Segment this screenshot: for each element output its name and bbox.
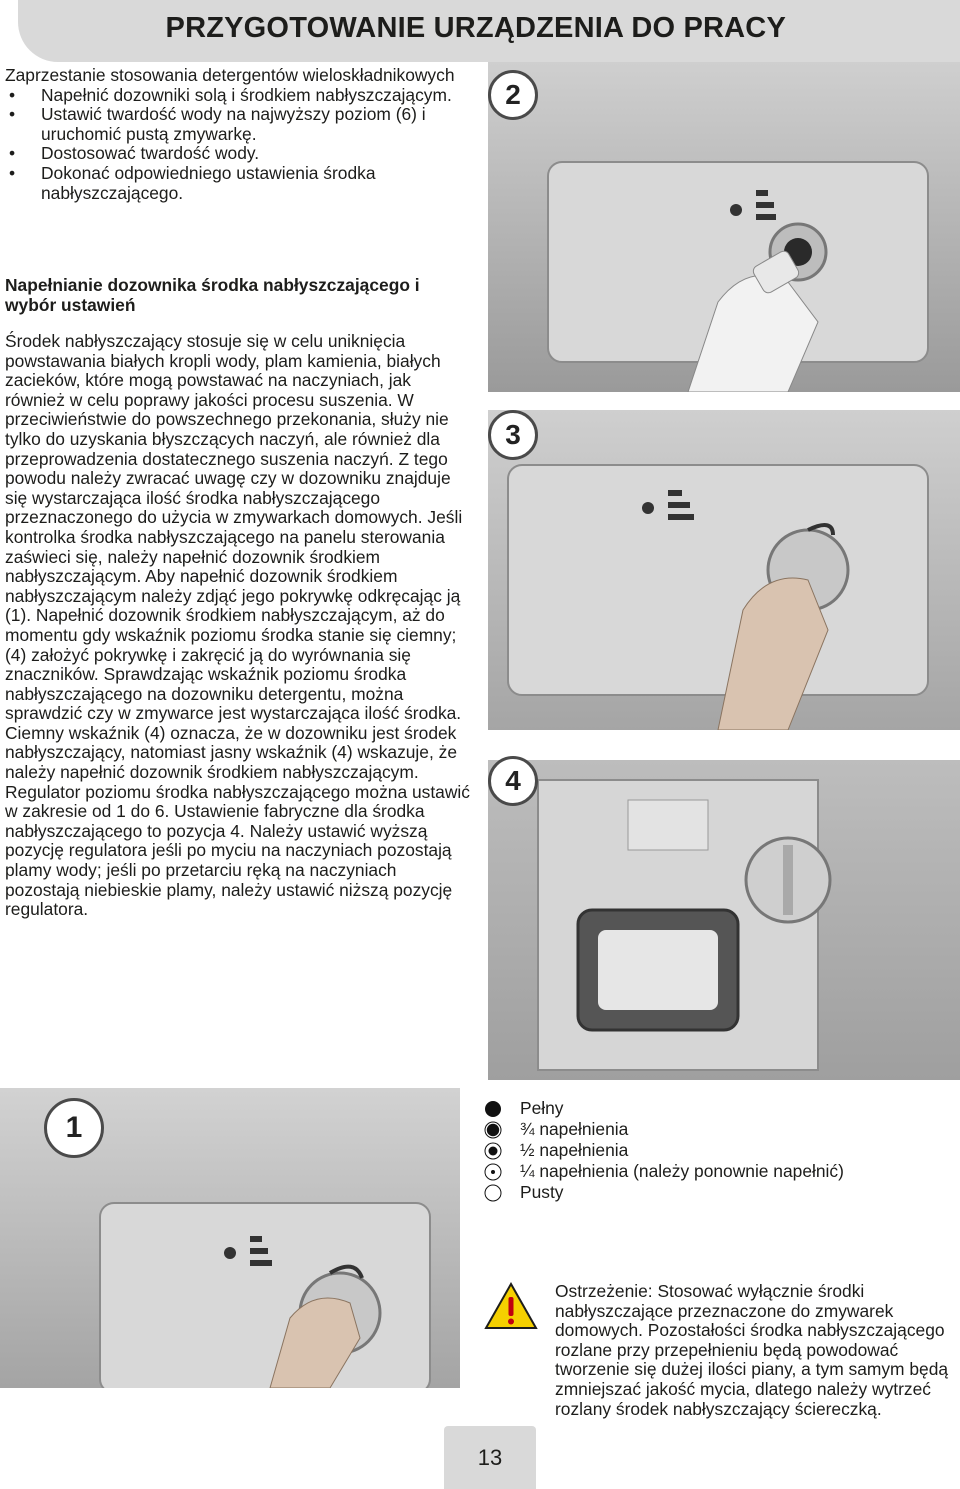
legend-row: ¾ napełnienia	[484, 1119, 844, 1140]
half-icon	[484, 1142, 502, 1160]
three-quarter-icon	[484, 1121, 502, 1139]
figure-3-number: 3	[488, 410, 538, 460]
legend-row: ¼ napełnienia (należy ponownie napełnić)	[484, 1161, 844, 1182]
section-heading: Napełnianie dozownika środka nabłyszczającego i wybór ustawień	[5, 275, 420, 315]
figure-3-photo	[488, 410, 960, 730]
legend-row: ½ napełnienia	[484, 1140, 844, 1161]
intro-bullet: • Napełnić dozowniki solą i środkiem nabłyszczającym.	[9, 84, 452, 105]
intro-bullet: • Dostosować twardość wody.	[9, 143, 260, 164]
legend-row: Pełny	[484, 1098, 844, 1119]
intro-bullet: • Dokonać odpowiedniego ustawienia środka nabłyszczającego.	[9, 162, 376, 203]
warning-icon	[484, 1282, 538, 1330]
figure-1-number: 1	[44, 1098, 104, 1158]
intro-block	[5, 66, 475, 203]
figure-2-number: 2	[488, 70, 538, 120]
intro-lead: Zaprzestanie stosowania detergentów wieloskładnikowych	[5, 65, 455, 85]
figure-4-photo	[488, 760, 960, 1080]
figure-2-photo	[488, 62, 960, 392]
legend-row: Pusty	[484, 1182, 844, 1203]
intro-bullet: • Ustawić twardość wody na najwyższy poziom (6) i uruchomić pustą zmywarkę.	[9, 104, 426, 144]
page-number: 13	[444, 1426, 536, 1489]
section-body: Środek nabłyszczający stosuje się w celu uniknięcia powstawania białych kropli wody, plam kamienia, białych zacieków, które mogą powstawać na naczyniach, jak również w celu poprawy jakości procesu suszenia. W przeciwieństwie do powszechnego przekonania, służy nie tylko do uzyskania błyszczących naczyń, ale również dla przeprowadzenia dostatecznego suszenia naczyń. Z tego powodu należy zwracać uwagę czy w dozowniku znajduje się wystarczająca ilość środka nabłyszczającego przeznaczonego do użycia w zmywarkach domowych. Jeśli kontrolka środka nabłyszczającego na panelu sterowania zaświeci się, należy napełnić dozownik środkiem nabłyszczającym. Aby napełnić dozownik środkiem nabłyszczającym należy zdjąć jego pokrywkę odkręcając ją (1). Napełnić dozownik środkiem nabłyszczającym, aż do momentu gdy wskaźnik poziomu środka stanie się ciemny; (4) założyć pokrywkę i zakręcić ją do wyrównania się znaczników. Sprawdzając wskaźnik poziomu środka nabłyszczającego na dozowniku detergentu, można sprawdzić czy w zmywarce jest wystarczająca ilość środka. Ciemny wskaźnik (4) oznacza, że w dozowniku jest środek nabłyszczający, natomiast jasny wskaźnik (4) wskazuje, że należy napełnić dozownik środkiem nabłyszczającym. Regulator poziomu środka nabłyszczającego można ustawić w zakresie od 1 do 6. Ustawienie fabryczne dla środka nabłyszczającego to pozycja 4. Należy ustawić wyższą pozycję regulatora jeśli po myciu na naczyniach pozostają plamy wody; jeśli po przetarciu ręką na naczyniach pozostają niebieskie plamy, należy ustawić niższą pozycję regulatora.	[5, 331, 470, 920]
quarter-icon	[484, 1163, 502, 1181]
full-icon	[484, 1100, 502, 1118]
warning-text: Ostrzeżenie: Stosować wyłącznie środki nabłyszczające przeznaczone do zmywarek domowych. Pozostałości środka nabłyszczającego rozlane przy przepełnieniu będą powodować tworzenie się dużej ilości piany, a tym samym będą zmniejszać jakość mycia, dlatego należy wytrzeć rozlany środek nabłyszczający ściereczką.	[555, 1281, 949, 1419]
figure-4-number: 4	[488, 756, 538, 806]
fill-level-legend	[484, 1098, 844, 1203]
empty-icon	[484, 1184, 502, 1202]
page-title: PRZYGOTOWANIE URZĄDZENIA DO PRACY	[165, 12, 786, 44]
